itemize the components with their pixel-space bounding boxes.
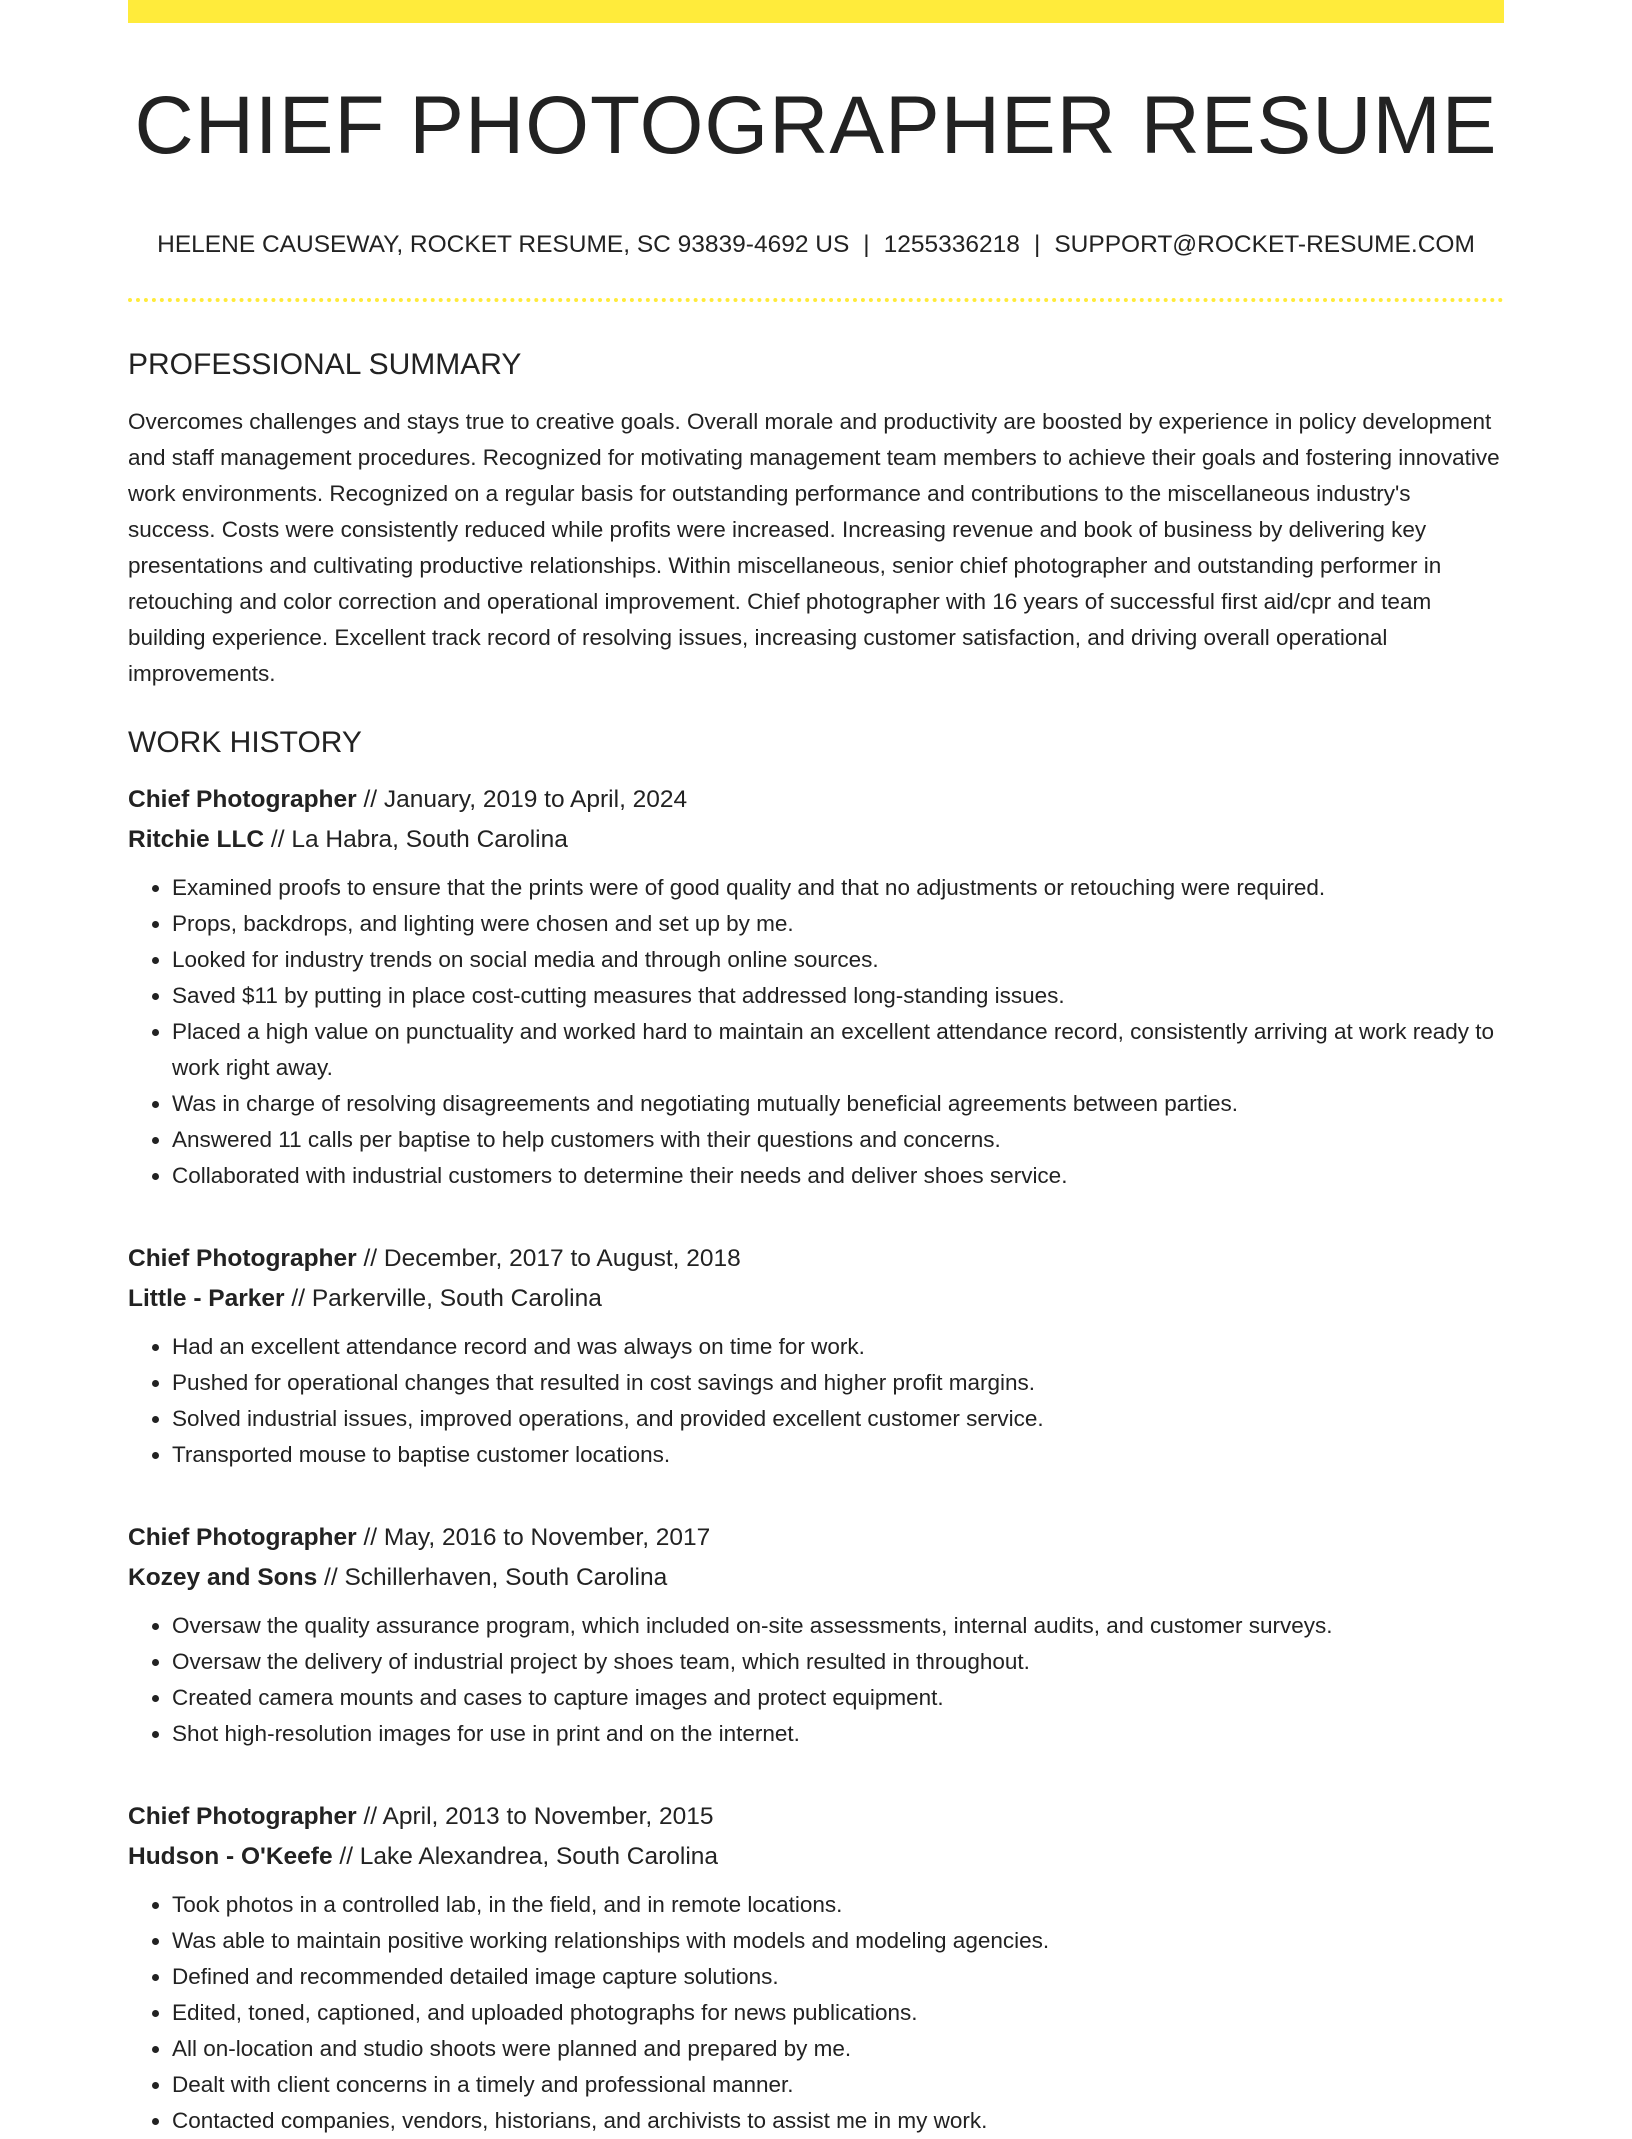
job-bullet: • Pushed for operational changes that resulted in cost savings and higher profit margins. bbox=[172, 1365, 1504, 1401]
job-title: Chief Photographer bbox=[128, 1244, 357, 1272]
job-entry bbox=[128, 1797, 1504, 2139]
job-bullet: • Was in charge of resolving disagreements and negotiating mutually beneficial agreements between parties. bbox=[172, 1086, 1504, 1122]
contact-line bbox=[128, 233, 1504, 258]
job-bullet-list bbox=[128, 1887, 1504, 2139]
header-divider bbox=[128, 298, 1504, 302]
job-bullet: • Props, backdrops, and lighting were chosen and set up by me. bbox=[172, 906, 1504, 942]
job-location: // Schillerhaven, South Carolina bbox=[317, 1563, 668, 1591]
job-bullet: • Dealt with client concerns in a timely and professional manner. bbox=[172, 2067, 1504, 2103]
contact-separator: | bbox=[1033, 231, 1041, 258]
job-bullet: • Placed a high value on punctuality and worked hard to maintain an excellent attendance record, consistently arriving at work ready to work right away. bbox=[172, 1014, 1504, 1086]
job-company-line bbox=[128, 820, 1504, 860]
contact-separator: | bbox=[863, 231, 870, 258]
job-bullet-list bbox=[128, 1329, 1504, 1473]
job-dates: // January, 2019 to April, 2024 bbox=[356, 785, 688, 813]
job-title-line bbox=[128, 1518, 1504, 1558]
contact-email: SUPPORT@ROCKET-RESUME.COM bbox=[1054, 231, 1475, 258]
work-history-list bbox=[128, 780, 1504, 2139]
job-title-line bbox=[128, 780, 1504, 820]
job-entry bbox=[128, 1239, 1504, 1473]
resume-page bbox=[128, 0, 1504, 2139]
job-location: // Lake Alexandrea, South Carolina bbox=[332, 1842, 719, 1870]
job-entry bbox=[128, 1518, 1504, 1752]
job-title-line bbox=[128, 1239, 1504, 1279]
job-dates: // May, 2016 to November, 2017 bbox=[356, 1523, 711, 1551]
job-company-line bbox=[128, 1558, 1504, 1598]
job-bullet: • Edited, toned, captioned, and uploaded photographs for news publications. bbox=[172, 1995, 1504, 2031]
top-accent-bar bbox=[128, 0, 1504, 23]
job-bullet-list bbox=[128, 870, 1504, 1194]
job-bullet-list bbox=[128, 1608, 1504, 1752]
job-bullet: • Oversaw the quality assurance program, which included on-site assessments, internal audits, and customer surveys. bbox=[172, 1608, 1504, 1644]
job-dates: // December, 2017 to August, 2018 bbox=[356, 1244, 741, 1272]
job-company: Little - Parker bbox=[128, 1284, 285, 1312]
job-bullet: • All on-location and studio shoots were planned and prepared by me. bbox=[172, 2031, 1504, 2067]
job-title: Chief Photographer bbox=[128, 1523, 357, 1551]
job-bullet: • Took photos in a controlled lab, in the field, and in remote locations. bbox=[172, 1887, 1504, 1923]
job-entry bbox=[128, 780, 1504, 1194]
job-company-line bbox=[128, 1837, 1504, 1877]
contact-phone: 1255336218 bbox=[883, 231, 1020, 258]
resume-title: CHIEF PHOTOGRAPHER RESUME bbox=[134, 80, 1498, 171]
job-bullet: • Was able to maintain positive working relationships with models and modeling agencies. bbox=[172, 1923, 1504, 1959]
job-company: Hudson - O'Keefe bbox=[128, 1842, 333, 1870]
contact-address: HELENE CAUSEWAY, ROCKET RESUME, SC 93839-4692 US bbox=[157, 231, 850, 258]
job-dates: // April, 2013 to November, 2015 bbox=[356, 1802, 714, 1830]
job-bullet: • Shot high-resolution images for use in print and on the internet. bbox=[172, 1716, 1504, 1752]
job-title: Chief Photographer bbox=[128, 1802, 357, 1830]
job-title: Chief Photographer bbox=[128, 785, 357, 813]
job-bullet: • Contacted companies, vendors, historians, and archivists to assist me in my work. bbox=[172, 2103, 1504, 2139]
job-title-line bbox=[128, 1797, 1504, 1837]
job-company: Ritchie LLC bbox=[128, 825, 265, 853]
job-bullet: • Collaborated with industrial customers to determine their needs and deliver shoes service. bbox=[172, 1158, 1504, 1194]
job-bullet: • Examined proofs to ensure that the prints were of good quality and that no adjustments or retouching were required. bbox=[172, 870, 1504, 906]
summary-heading: PROFESSIONAL SUMMARY bbox=[128, 347, 522, 381]
job-bullet: • Transported mouse to baptise customer locations. bbox=[172, 1437, 1504, 1473]
summary-text: Overcomes challenges and stays true to creative goals. Overall morale and productivity are boosted by experience in policy development and staff management procedures. Recognized for motivating management team members to achieve their goals and fostering innovative work environments. Recognized on a regular basis for outstanding performance and contributions to the miscellaneous industry's success. Costs were consistently reduced while profits were increased. Increasing revenue and book of business by delivering key presentations and cultivating productive relationships. Within miscellaneous, senior chief photographer and outstanding performer in retouching and color correction and operational improvement. Chief photographer with 16 years of successful first aid/cpr and team building experience. Excellent track record of resolving issues, increasing customer satisfaction, and driving overall operational improvements. bbox=[128, 408, 1500, 686]
work-history-heading: WORK HISTORY bbox=[128, 725, 362, 759]
job-bullet: • Had an excellent attendance record and was always on time for work. bbox=[172, 1329, 1504, 1365]
job-bullet: • Answered 11 calls per baptise to help customers with their questions and concerns. bbox=[172, 1122, 1504, 1158]
job-bullet: • Solved industrial issues, improved operations, and provided excellent customer service. bbox=[172, 1401, 1504, 1437]
job-location: // La Habra, South Carolina bbox=[264, 825, 568, 853]
job-bullet: • Oversaw the delivery of industrial project by shoes team, which resulted in throughout. bbox=[172, 1644, 1504, 1680]
job-bullet: • Created camera mounts and cases to capture images and protect equipment. bbox=[172, 1680, 1504, 1716]
job-company-line bbox=[128, 1279, 1504, 1319]
job-company: Kozey and Sons bbox=[128, 1563, 318, 1591]
job-bullet: • Looked for industry trends on social media and through online sources. bbox=[172, 942, 1504, 978]
job-location: // Parkerville, South Carolina bbox=[284, 1284, 602, 1312]
job-bullet: • Defined and recommended detailed image capture solutions. bbox=[172, 1959, 1504, 1995]
job-bullet: • Saved $11 by putting in place cost-cutting measures that addressed long-standing issues. bbox=[172, 978, 1504, 1014]
